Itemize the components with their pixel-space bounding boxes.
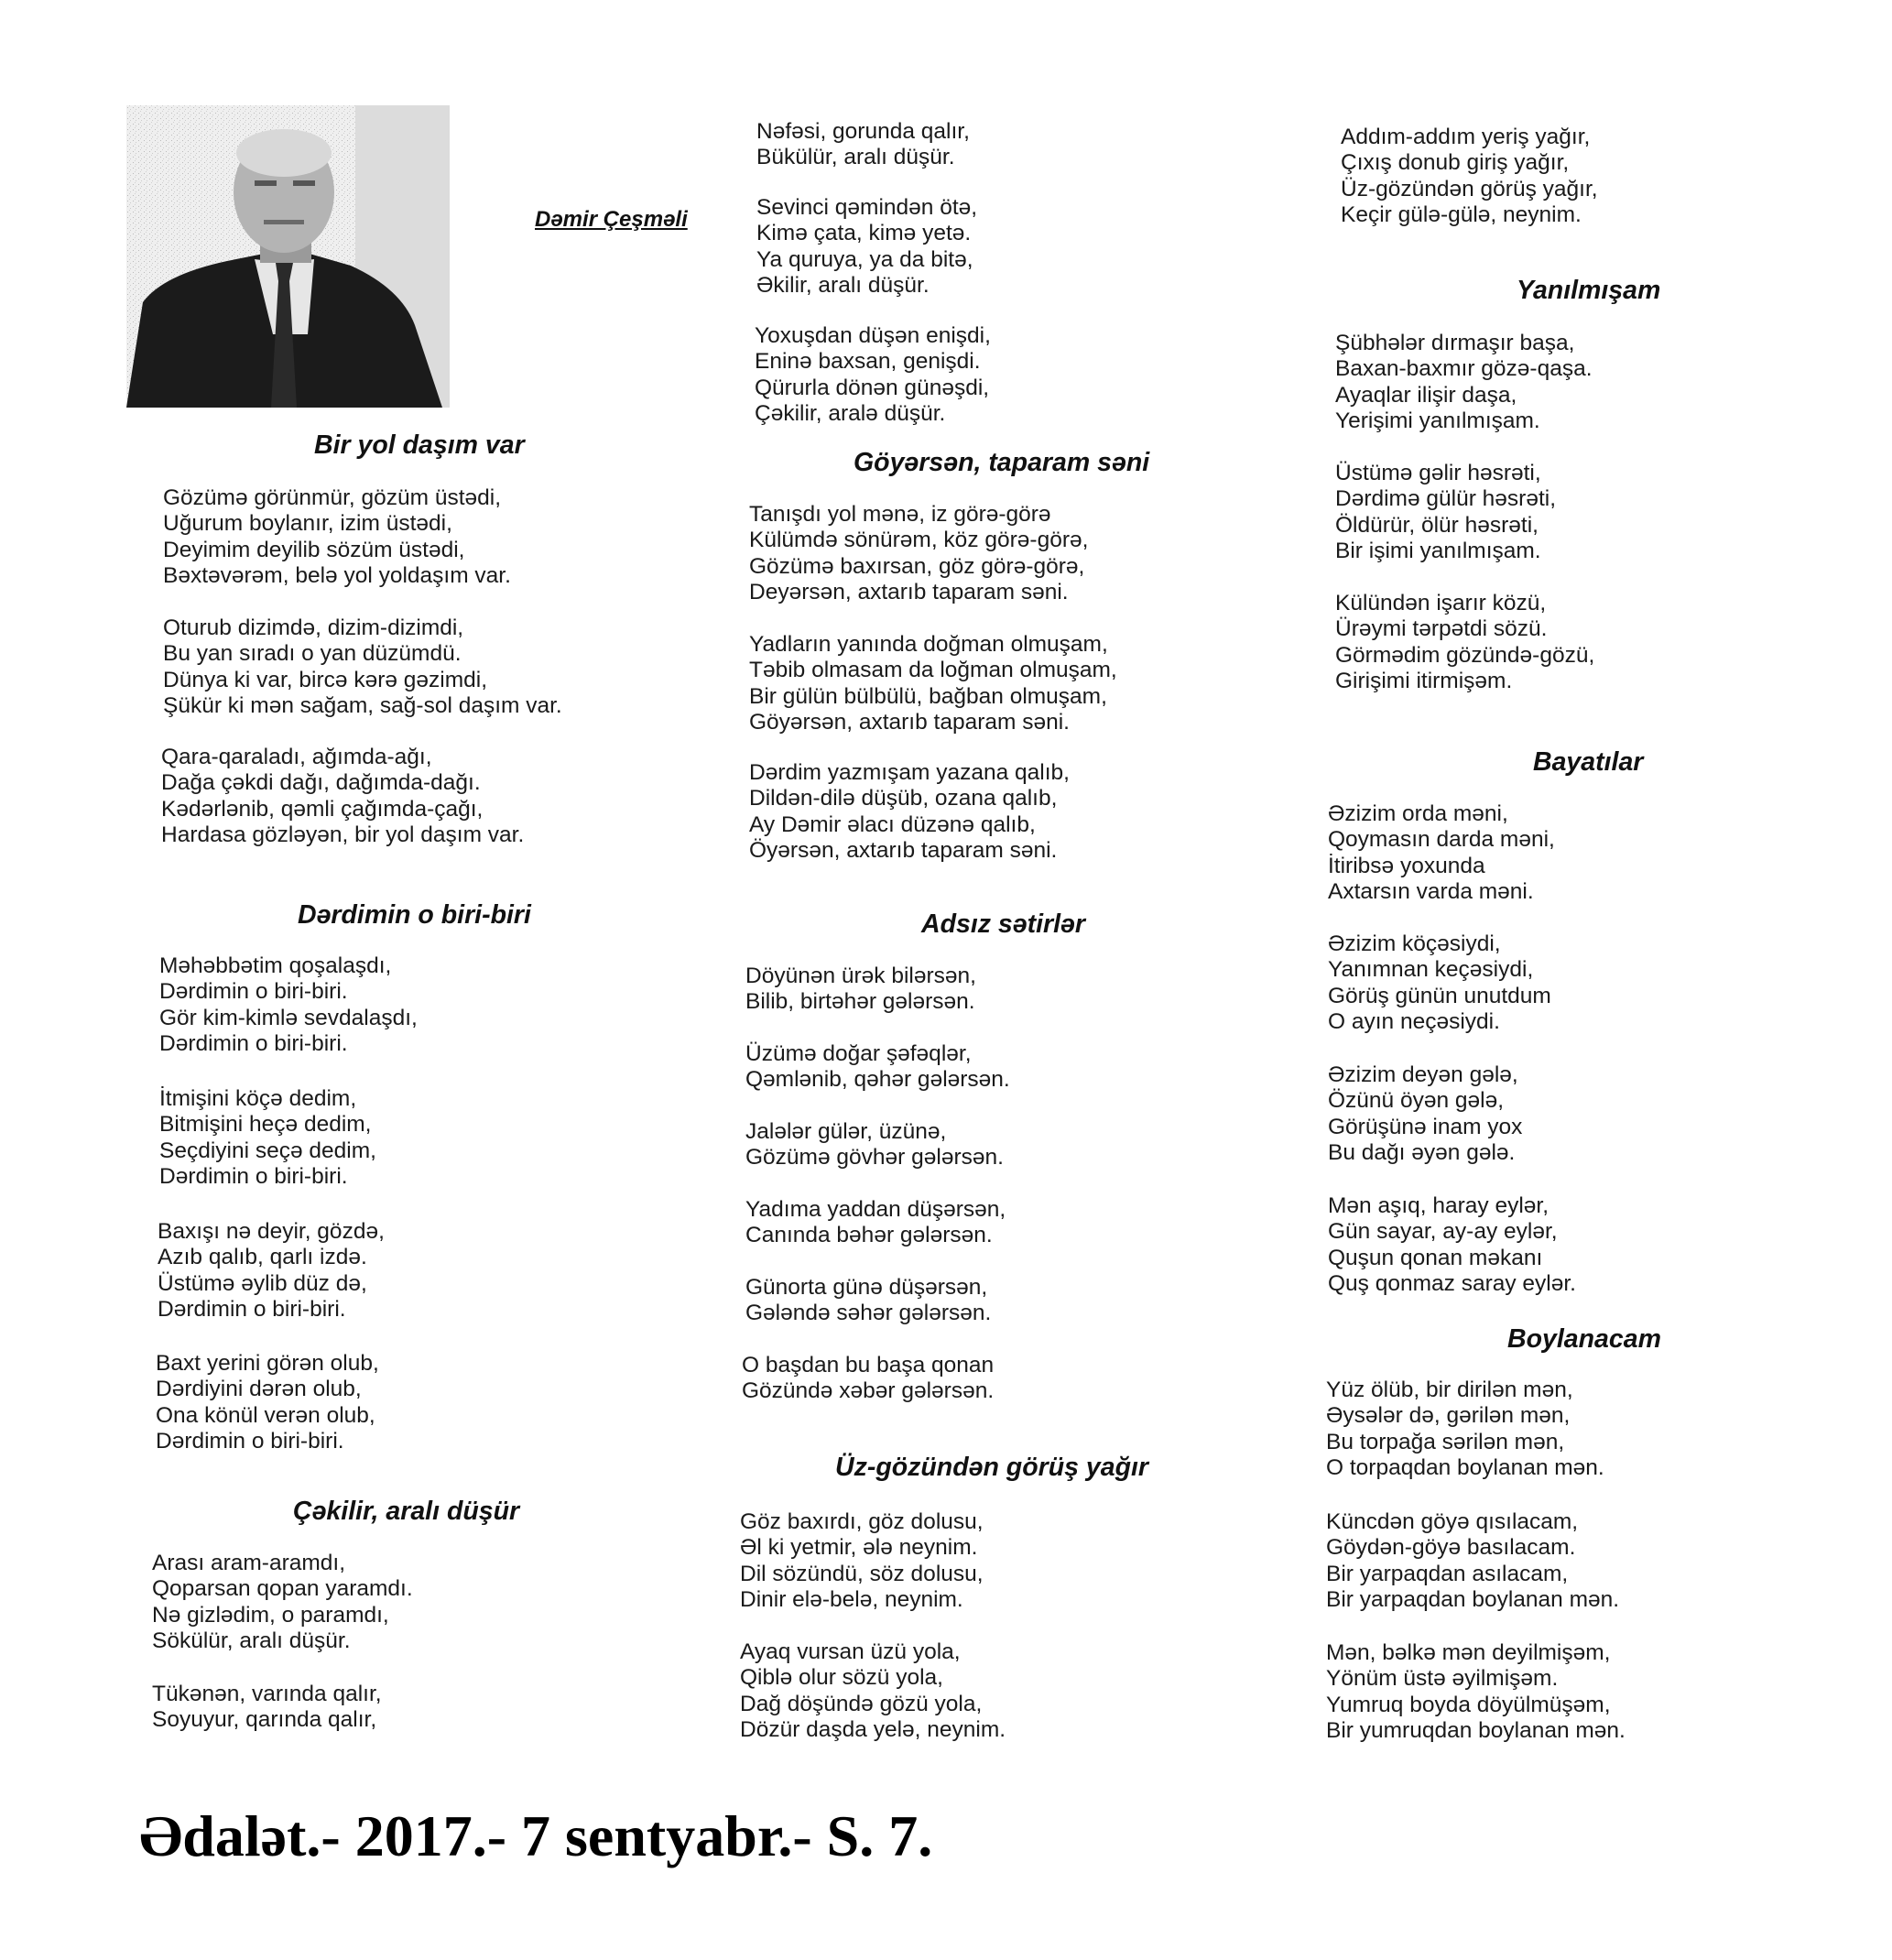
- poem-title: Dərdimin o biri-biri: [298, 900, 531, 930]
- poem-line: Girişimi itirmişəm.: [1335, 669, 1513, 694]
- poem-line: Qoymasın darda məni,: [1328, 827, 1555, 853]
- poem-line: Ayaqlar ilişir daşa,: [1335, 382, 1517, 408]
- poem-line: Göz baxırdı, göz dolusu,: [740, 1509, 984, 1534]
- stanza: [1341, 125, 1598, 229]
- stanza: [756, 119, 970, 171]
- poem-line: Dərdimin o biri-biri.: [159, 979, 348, 1005]
- poem-line: Yönüm üstə əyilmişəm.: [1326, 1666, 1559, 1692]
- stanza: [745, 964, 976, 1016]
- poem-line: Bir yarpaqdan boylanan mən.: [1326, 1587, 1620, 1613]
- poem-line: Deyimim deyilib sözüm üstədi,: [163, 537, 465, 562]
- stanza: [161, 745, 524, 849]
- poem-line: O başdan bu başa qonan: [742, 1353, 995, 1377]
- poem-line: Sevinci qəmindən ötə,: [756, 195, 978, 220]
- poem-line: Gözümə gövhər gələrsən.: [745, 1145, 1004, 1171]
- poem-line: Əysələr də, gərilən mən,: [1326, 1403, 1571, 1429]
- source-citation: Ədalət.- 2017.- 7 sentyabr.- S. 7.: [139, 1803, 933, 1868]
- poem-line: Gələndə səhər gələrsən.: [745, 1301, 992, 1326]
- poem-line: Çəkilir, aralə düşür.: [755, 401, 946, 427]
- stanza: [740, 1639, 1006, 1744]
- poem-line: Özünü öyən gələ,: [1328, 1088, 1505, 1114]
- poem-title: Bir yol daşım var: [314, 430, 525, 460]
- poem-line: Gözündə xəbər gələrsən.: [742, 1378, 995, 1404]
- poem-title: Üz-gözündən görüş yağır: [835, 1453, 1148, 1482]
- poem-line: Addım-addım yeriş yağır,: [1341, 125, 1591, 149]
- stanza: [745, 1119, 1004, 1171]
- poem-line: Nə gizlədim, o paramdı,: [152, 1602, 389, 1628]
- poem-line: Ürəymi tərpətdi sözü.: [1335, 616, 1548, 642]
- poem-line: Əzizim deyən gələ,: [1328, 1062, 1518, 1087]
- author-name: Dəmir Çeşməli: [535, 207, 688, 232]
- stanza: [1335, 591, 1594, 695]
- stanza: [749, 760, 1070, 865]
- stanza: [756, 195, 977, 299]
- poem-line: Kimə çata, kimə yetə.: [756, 221, 972, 246]
- poem-line: Yoxuşdan düşən enişdi,: [755, 323, 991, 348]
- stanza: [152, 1551, 413, 1655]
- poem-line: Quş qonmaz saray eylər.: [1328, 1271, 1576, 1297]
- poem-line: Soyuyur, qarında qalır,: [152, 1707, 377, 1733]
- poem-line: Əzizim köçəsiydi,: [1328, 931, 1501, 956]
- poem-line: O torpaqdan boylanan mən.: [1326, 1455, 1604, 1481]
- poem-title: Bayatılar: [1533, 747, 1644, 777]
- poem-line: Üstümə gəlir həsrəti,: [1335, 461, 1541, 485]
- stanza: [1326, 1640, 1626, 1745]
- stanza: [749, 632, 1117, 736]
- poem-line: Ayaq vursan üzü yola,: [740, 1639, 961, 1664]
- poem-line: Bir gülün bülbülü, bağban olmuşam,: [749, 683, 1107, 709]
- poem-line: Dərdimin o biri-biri.: [159, 1164, 348, 1190]
- poem-line: Əkilir, aralı düşür.: [756, 273, 930, 299]
- poem-line: Öldürür, ölür həsrəti,: [1335, 512, 1539, 538]
- poem-line: Dağ döşündə gözü yola,: [740, 1691, 983, 1716]
- poem-line: Tanışdı yol mənə, iz görə-görə: [749, 502, 1051, 527]
- poem-line: Baxan-baxmır gözə-qaşa.: [1335, 356, 1593, 382]
- poem-line: Baxışı nə deyir, gözdə,: [158, 1219, 385, 1244]
- poem-line: Günorta günə düşərsən,: [745, 1275, 988, 1300]
- poem-line: Jalələr gülər, üzünə,: [745, 1119, 947, 1144]
- poem-line: Öyərsən, axtarıb taparam səni.: [749, 838, 1058, 864]
- poem-line: Dərdimə gülür həsrəti,: [1335, 486, 1557, 512]
- poem-line: Əzizim orda məni,: [1328, 801, 1508, 826]
- stanza: [159, 1086, 376, 1191]
- poem-line: Şükür ki mən sağam, sağ-sol daşım var.: [163, 693, 562, 719]
- poem-line: Bu torpağa sərilən mən,: [1326, 1429, 1565, 1454]
- stanza: [1328, 801, 1555, 906]
- poem-line: Dinir elə-belə, neynim.: [740, 1587, 963, 1613]
- stanza: [749, 502, 1088, 606]
- poem-line: Kədərlənib, qəmli çağımda-çağı,: [161, 796, 484, 822]
- poem-line: Yüz ölüb, bir dirilən mən,: [1326, 1377, 1573, 1402]
- poem-line: Dərdiyini dərən olub,: [156, 1377, 362, 1402]
- poem-line: Oturub dizimdə, dizim-dizimdi,: [163, 615, 464, 640]
- poem-line: Məhəbbətim qoşalaşdı,: [159, 953, 392, 978]
- poem-line: Şübhələr dırmaşır başa,: [1335, 331, 1575, 355]
- poem-line: Canında bəhər gələrsən.: [745, 1223, 993, 1248]
- poem-line: Gözümə baxırsan, göz görə-görə,: [749, 553, 1085, 579]
- poem-line: Yanımnan keçəsiydi,: [1328, 957, 1534, 983]
- poem-line: Gün sayar, ay-ay eylər,: [1328, 1219, 1558, 1245]
- stanza: [1326, 1377, 1604, 1482]
- stanza: [156, 1351, 379, 1455]
- poem-line: Azıb qalıb, qarlı izdə.: [158, 1245, 367, 1270]
- poem-line: Üz-gözündən görüş yağır,: [1341, 176, 1598, 201]
- poem-line: Ay Dəmir əlacı düzənə qalıb,: [749, 811, 1036, 837]
- stanza: [1335, 461, 1556, 565]
- poem-line: Bir yarpaqdan asılacam,: [1326, 1561, 1569, 1586]
- poem-line: Dərdim yazmışam yazana qalıb,: [749, 760, 1070, 785]
- poem-line: Arası aram-aramdı,: [152, 1551, 346, 1575]
- stanza: [1335, 331, 1593, 435]
- poem-line: Dərdimin o biri-biri.: [158, 1297, 346, 1323]
- poem-line: Yerişimi yanılmışam.: [1335, 408, 1540, 434]
- poem-line: Nəfəsi, gorunda qalır,: [756, 119, 970, 144]
- poem-line: Döyünən ürək bilərsən,: [745, 964, 976, 988]
- poem-line: İtmişini köçə dedim,: [159, 1086, 357, 1111]
- poem-line: Əl ki yetmir, ələ neynim.: [740, 1535, 978, 1561]
- poem-line: O ayın neçəsiydi.: [1328, 1009, 1500, 1035]
- poem-line: Bir işimi yanılmışam.: [1335, 539, 1541, 564]
- poem-line: Dildən-dilə düşüb, ozana qalıb,: [749, 786, 1058, 811]
- poem-line: Dərdimin o biri-biri.: [159, 1031, 348, 1057]
- poem-title: Göyərsən, taparam səni: [854, 448, 1150, 477]
- stanza: [152, 1682, 382, 1734]
- poem-line: Bu yan sıradı o yan düzümdü.: [163, 641, 462, 667]
- stanza: [163, 485, 511, 590]
- poem-line: Qürurla dönən günəşdi,: [755, 375, 990, 400]
- stanza: [745, 1041, 1010, 1094]
- poem-title: Adsız sətirlər: [921, 909, 1085, 939]
- poem-line: Göydən-göyə basılacam.: [1326, 1535, 1576, 1561]
- poem-line: Dözür daşda yelə, neynim.: [740, 1717, 1006, 1743]
- stanza: [745, 1275, 991, 1327]
- poem-line: Küncdən göyə qısılacam,: [1326, 1509, 1579, 1534]
- poem-line: Çıxış donub giriş yağır,: [1341, 150, 1570, 176]
- poem-line: Görüş günün unutdum: [1328, 983, 1551, 1008]
- poem-line: Dünya ki var, bircə kərə gəzimdi,: [163, 667, 488, 692]
- poem-line: Bir yumruqdan boylanan mən.: [1326, 1718, 1626, 1744]
- stanza: [1328, 931, 1551, 1036]
- column-1: [0, 0, 1, 1]
- poem-line: İtiribsə yoxunda: [1328, 853, 1485, 878]
- poem-line: Deyərsən, axtarıb taparam səni.: [749, 580, 1069, 605]
- stanza: [740, 1509, 984, 1614]
- stanza: [1326, 1509, 1619, 1614]
- poem-line: Uğurum boylanır, izim üstədi,: [163, 511, 452, 537]
- poem-line: Seçdiyini seçə dedim,: [159, 1138, 376, 1163]
- poem-line: Axtarsın varda məni.: [1328, 879, 1534, 905]
- poem-line: Göyərsən, axtarıb taparam səni.: [749, 710, 1070, 735]
- stanza: [1328, 1193, 1576, 1298]
- poem-line: Yumruq boyda döyülmüşəm,: [1326, 1692, 1611, 1717]
- poem-title: Yanılmışam: [1517, 276, 1661, 305]
- poem-line: Təbib olmasam da loğman olmuşam,: [749, 658, 1117, 683]
- stanza: [1328, 1062, 1522, 1167]
- poem-line: Qara-qaraladı, ağımda-ağı,: [161, 745, 432, 769]
- poem-line: Qəmlənib, qəhər gələrsən.: [745, 1067, 1010, 1093]
- poem-line: Tükənən, varında qalır,: [152, 1682, 382, 1706]
- stanza: [158, 1219, 385, 1323]
- poem-line: Dərdimin o biri-biri.: [156, 1429, 344, 1454]
- poem-line: Külümdə sönürəm, köz görə-görə,: [749, 528, 1089, 553]
- poem-line: Yadların yanında doğman olmuşam,: [749, 632, 1108, 657]
- poem-line: Görüşünə inam yox: [1328, 1114, 1523, 1139]
- poem-line: Görmədim gözündə-gözü,: [1335, 642, 1595, 668]
- poem-line: Ya quruya, ya da bitə,: [756, 246, 973, 272]
- poem-line: Üzümə doğar şəfəqlər,: [745, 1041, 972, 1066]
- poem-line: Külündən işarır közü,: [1335, 591, 1547, 615]
- poem-title: Çəkilir, aralı düşür: [293, 1497, 520, 1526]
- poem-line: Bükülür, aralı düşür.: [756, 145, 955, 170]
- poem-line: Mən aşıq, haray eylər,: [1328, 1193, 1549, 1218]
- poem-line: Quşun qonan məkanı: [1328, 1245, 1543, 1270]
- poem-line: Bitmişini heçə dedim,: [159, 1112, 372, 1138]
- poem-line: Bu dağı əyən gələ.: [1328, 1140, 1516, 1166]
- poem-line: Dağa çəkdi dağı, dağımda-dağı.: [161, 770, 481, 796]
- stanza: [159, 953, 418, 1058]
- poem-line: Gör kim-kimlə sevdalaşdı,: [159, 1005, 418, 1030]
- stanza: [163, 615, 562, 720]
- poem-line: Üstümə əylib düz də,: [158, 1270, 367, 1296]
- stanza: [745, 1197, 1006, 1249]
- poem-line: Yadıma yaddan düşərsən,: [745, 1197, 1006, 1222]
- stanza: [755, 323, 991, 428]
- poem-line: Bilib, birtəhər gələrsən.: [745, 989, 975, 1015]
- poem-line: Sökülür, aralı düşür.: [152, 1628, 351, 1654]
- poem-line: Ona könül verən olub,: [156, 1402, 375, 1428]
- poem-line: Keçir gülə-gülə, neynim.: [1341, 202, 1582, 228]
- author-portrait-image: [126, 105, 450, 408]
- poem-line: Bəxtəvərəm, belə yol yoldaşım var.: [163, 563, 511, 589]
- poem-line: Mən, bəlkə mən deyilmişəm,: [1326, 1640, 1611, 1665]
- poem-line: Baxt yerini görən olub,: [156, 1351, 379, 1376]
- author-photo: [126, 105, 450, 408]
- poem-line: Hardasa gözləyən, bir yol daşım var.: [161, 822, 525, 848]
- poem-line: Eninə baxsan, genişdi.: [755, 349, 981, 375]
- stanza: [742, 1353, 994, 1405]
- poem-line: Dil sözündü, söz dolusu,: [740, 1561, 984, 1586]
- poem-title: Boylanacam: [1507, 1324, 1661, 1354]
- poem-line: Qiblə olur sözü yola,: [740, 1665, 943, 1691]
- poem-line: Qoparsan qopan yaramdı.: [152, 1576, 413, 1602]
- poem-line: Gözümə görünmür, gözüm üstədi,: [163, 485, 502, 510]
